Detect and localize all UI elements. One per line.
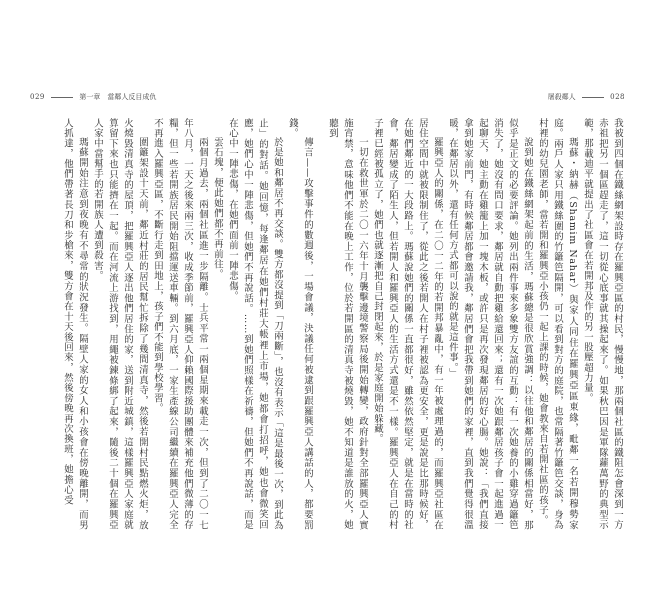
header-rule	[582, 97, 604, 98]
paragraph: 雲石塊，便此她們都不再前往。	[212, 136, 223, 280]
book-title: 屠殺鄰人	[547, 93, 576, 101]
right-page	[327, 93, 625, 530]
page-number: 028	[610, 93, 625, 101]
right-page-header	[340, 92, 625, 102]
paragraph: 圍籬架設十天前，鄰近村莊的居民幫忙拆除了幾間清真寺，然後若開村民點燃火炬，放火燒毀清真寺的屋頂，把羅興亞人逐出他們居住的家，送到附近城鎮，這樣羅興亞人家庭就算留下來也只能擠在一起。而在河流上游找到，用繩被鍊條綁了起來，隨後二十個在羅興亞人家中當幫手的若開族人遭到殺害。	[92, 118, 148, 530]
chapter-title: 第一章 當鄰人反目成仇	[79, 93, 157, 101]
left-page-body	[30, 118, 315, 530]
left-page	[30, 93, 315, 530]
left-page-header	[30, 92, 315, 102]
paragraph: 羅興亞人的關係，在二〇一二年的若開邦暴亂中，有一年被處理過的，而羅興亞社區在居住空間中就被限制住了，從此之後若開人在村子裡被認為更安全，更是說是比那時候好，在她們鄰近的一大段路上。瑪蘇說她們的關係一直都很好，雖然依然堅定，就是在當時的社會，鄰居變成了陌生人，但若開人和羅興亞人的生活方式還是不一樣。羅興亞人在自己的村子裡已經被孤立了，她們也就逐漸把自己封閉起來，於是家庭開始躲藏。	[372, 118, 443, 530]
paragraph: 兩個月過去，兩個社區進一步隔離。士兵平常一兩個星期來載走一次，但到了二〇一七年八月，一天之後來兩三次，收成季節前，羅興亞人仰賴國際援助團體來補充他們微薄的存糧，但一些若開族居民開始阻擋運送車輛。到六月底，一家生產線公司繼續在羅興亞人完全不再進入羅興亞區，不斷行走到田地上，孩子們不能到學校學習。	[152, 118, 208, 530]
right-page-body	[327, 118, 625, 530]
paragraph: 瑪蘇・納赫（Shamim Nahar）與家人同住在羅興亞區東緣，毗鄰一名若開穆勢家庭。兩戶人家只用鐵絲圍的竹籬笆隔開，可以看到對方的庭院，也常隔著竹籬笆交談，身為村裡的幼兒園老師，當若開和羅興亞小孩仍一起上課的時候，她會教來自若開社區的孩子。	[537, 118, 578, 530]
paragraph: 瑪蘇開始注意到夜晚有不尋常的狀況發生。隔壁人家的女人和小孩會在傍晚離開，而男人抓達，他們帶著長刀和步槍來，雙方會在十天後回來，然後傍晚再次換班，她擔心受	[62, 118, 88, 530]
header-rule	[51, 97, 73, 98]
paragraph: 於是她和鄰居不再交談。雙方都沒提到「刀兩斷」，也沒有表示「這是最後一次，到此為止」的對話。她回憶，每逢鄰居在她們村莊大帳裡上市場，她都會打招呼，她也會微笑回應，她們心中一陣悲傷，但她們不再說話。……到她們照樣在祈禱，但她們不再說話，而是在心中一陣悲傷，在她們面前一陣悲傷。	[227, 118, 283, 530]
paragraph: 一切在救世軍於二〇一六年十月襲擊邊境警察局後開始轉變，政府針對全部羅興亞人實施宵禁，意味他們不能在晚上工作，位於若開區的清真寺被燒毀，她不知道是誰放的火，她聽到	[327, 118, 368, 530]
paragraph: 傳言——攻擊事件的數週後，一場會議，決議任何被逮到跟羅興亞人講話的人，都要罰錢。	[287, 118, 313, 530]
paragraph: 我被到四個在鐵絲網架設時存在羅興亞區的村民，慢慢地，那兩個社區的鐵阻怎會深到一方赤祖把另一個區趕走了，這一切從心底事就其操起來了。如果秋巴因是軍隊蘿萬野的典型示範，那載迪平就提出了社區會在若開邦及作的另一股壓超力量。	[582, 118, 623, 530]
paragraph: 說到她在鐵絲網架起前的生活，瑪蘇總是很欣賞強調：以往他和鄰居的關係相當好，那似乎是正文的必要評論。她列出兩件事來多象雙方友誼的互動：有一次她養的小雞穿過籬笆消失了，她沒有問口要求，鄰居就自動把雞給還回來；還有一次她跟鄰居孩子會一起進過一起聊天，她主動在雞籠上加一塊木板，或許只是再次發現鄰居的好心腸。她說：「我們直接拿到她家前門，有時候鄰居都會邀請我，鄰居們會把我帶到她們的家裡，直到我們覺得很溫暖，在鄰居以外，還有任何方式都可以說的就是這件事。」	[447, 118, 533, 530]
page-number: 029	[30, 93, 45, 101]
